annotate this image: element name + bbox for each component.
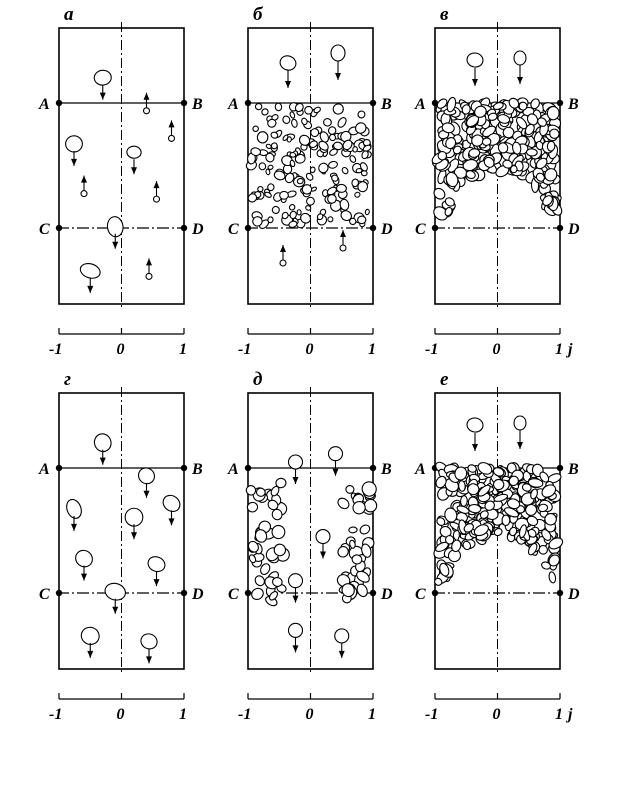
particle <box>336 116 347 129</box>
arrow-head <box>146 258 152 265</box>
particle <box>280 191 289 199</box>
arrow-head <box>293 477 299 484</box>
point-D <box>557 590 563 596</box>
point-label-C: C <box>39 221 50 238</box>
point-D <box>181 590 187 596</box>
point-C <box>245 225 251 231</box>
particle <box>494 479 504 489</box>
point-label-B: B <box>381 461 392 478</box>
arrow-head <box>333 469 339 476</box>
small-particle <box>81 191 87 197</box>
particle <box>317 161 330 174</box>
point-C <box>56 590 62 596</box>
point-label-C: C <box>415 586 426 603</box>
point-label-D: D <box>568 586 580 603</box>
arrow-head <box>293 645 299 652</box>
arrow-head <box>100 93 106 100</box>
particle <box>271 205 281 215</box>
particle <box>305 196 315 206</box>
tick-label: 0 <box>116 341 125 358</box>
particle <box>526 149 537 157</box>
particle <box>249 586 265 602</box>
particle <box>335 629 349 643</box>
particle <box>327 216 334 223</box>
point-label-C: C <box>39 586 50 603</box>
point-B <box>557 100 563 106</box>
particle <box>358 523 371 535</box>
particle <box>514 51 526 65</box>
point-D <box>181 225 187 231</box>
particle <box>126 146 141 159</box>
panel-b <box>227 4 393 358</box>
point-A <box>56 100 62 106</box>
particle <box>290 152 296 158</box>
point-B <box>557 465 563 471</box>
arrow-head <box>71 159 77 166</box>
panel-a <box>38 4 204 358</box>
panel-g <box>38 369 204 723</box>
particle <box>289 455 303 469</box>
arrow-head <box>144 93 150 100</box>
particle <box>258 162 266 170</box>
point-label-A: A <box>415 96 426 113</box>
axis-variable-label: j <box>568 706 573 723</box>
point-C <box>432 590 438 596</box>
particle <box>139 632 160 652</box>
particle <box>329 447 343 461</box>
panel-e <box>414 369 580 723</box>
particle <box>354 191 361 198</box>
arrow-head <box>285 81 291 88</box>
particle <box>547 141 556 152</box>
point-label-D: D <box>381 586 393 603</box>
arrow-head <box>131 167 137 174</box>
arrow-head <box>87 286 93 293</box>
arrow-head <box>100 458 106 465</box>
tick-label: 1 <box>368 341 376 358</box>
panel-label: д <box>253 369 263 390</box>
arrow-head <box>320 552 326 559</box>
point-label-D: D <box>568 221 580 238</box>
point-label-C: C <box>228 586 239 603</box>
arrow-head <box>112 242 118 249</box>
arrow-head <box>169 120 175 127</box>
arrow-head <box>517 442 523 449</box>
particle <box>336 184 346 192</box>
arrow-head <box>154 579 160 586</box>
particle <box>288 203 296 211</box>
arrow-head <box>81 176 87 183</box>
particle <box>328 160 338 169</box>
point-label-A: A <box>228 461 239 478</box>
particle <box>125 508 143 526</box>
small-particle <box>340 245 346 251</box>
particle <box>357 216 366 224</box>
tick-label: 0 <box>116 706 125 723</box>
tick-label: 0 <box>305 706 314 723</box>
point-label-A: A <box>39 461 50 478</box>
particle <box>332 102 345 115</box>
particle <box>316 530 330 544</box>
particle <box>289 111 295 119</box>
tick-label: 1 <box>179 706 187 723</box>
point-label-C: C <box>415 221 426 238</box>
panel-label: а <box>64 4 74 25</box>
particle <box>275 103 282 111</box>
arrow-head <box>169 518 175 525</box>
point-label-D: D <box>192 586 204 603</box>
panel-label: в <box>440 4 449 25</box>
point-C <box>245 590 251 596</box>
tick-label: -1 <box>238 706 252 723</box>
arrow-head <box>154 181 160 188</box>
arrow-head <box>293 596 299 603</box>
arrow-head <box>335 73 341 80</box>
tick-label: 1 <box>555 706 563 723</box>
particle <box>353 147 358 153</box>
point-B <box>181 465 187 471</box>
arrow-head <box>280 245 286 252</box>
particle <box>323 118 332 126</box>
point-B <box>370 465 376 471</box>
point-label-A: A <box>415 461 426 478</box>
tick-label: -1 <box>49 341 63 358</box>
particle <box>357 110 367 119</box>
particle <box>282 115 291 125</box>
particle <box>336 496 351 511</box>
point-D <box>370 590 376 596</box>
point-label-B: B <box>192 96 203 113</box>
particle <box>432 186 447 201</box>
axis-variable-label: j <box>568 341 573 358</box>
point-label-A: A <box>228 96 239 113</box>
tick-label: 0 <box>305 341 314 358</box>
small-particle <box>169 135 175 141</box>
arrow-head <box>472 444 478 451</box>
arrow-head <box>146 656 152 663</box>
point-label-D: D <box>381 221 393 238</box>
arrow-head <box>112 607 118 614</box>
particle <box>268 165 274 170</box>
small-particle <box>144 108 150 114</box>
particle <box>291 119 298 128</box>
arrow-head <box>340 230 346 237</box>
particle <box>466 52 484 69</box>
particle <box>313 106 321 114</box>
particle <box>255 103 262 110</box>
particle <box>257 131 268 143</box>
particle <box>349 155 357 164</box>
particle <box>514 416 526 430</box>
tick-label: 0 <box>492 706 501 723</box>
arrow-head <box>144 491 150 498</box>
particle <box>264 191 272 198</box>
particle <box>365 209 370 215</box>
particle <box>341 166 349 175</box>
point-A <box>56 465 62 471</box>
particle <box>510 165 518 173</box>
particle <box>253 574 266 587</box>
tick-label: 0 <box>492 341 501 358</box>
tick-label: -1 <box>49 706 63 723</box>
particle <box>252 125 260 133</box>
small-particle <box>146 273 152 279</box>
particle <box>547 106 559 120</box>
particle <box>331 45 345 61</box>
point-label-C: C <box>228 221 239 238</box>
arrow-head <box>81 574 87 581</box>
tick-label: -1 <box>425 706 439 723</box>
particle <box>502 515 510 526</box>
particle <box>364 499 377 512</box>
arrow-head <box>472 79 478 86</box>
particle <box>146 554 167 574</box>
particle <box>267 216 273 223</box>
panel-v <box>414 4 580 358</box>
point-A <box>245 100 251 106</box>
particle <box>548 571 556 583</box>
particle <box>297 210 301 215</box>
particle <box>65 136 82 153</box>
panel-label: б <box>253 4 263 25</box>
point-label-B: B <box>568 96 579 113</box>
tick-label: -1 <box>238 341 252 358</box>
arrow-head <box>517 77 523 84</box>
point-label-D: D <box>192 221 204 238</box>
tick-label: 1 <box>368 706 376 723</box>
particle <box>460 495 467 506</box>
point-A <box>245 465 251 471</box>
particle <box>519 102 527 110</box>
particle <box>278 54 298 73</box>
particle <box>289 623 303 637</box>
panel-label: е <box>440 369 449 390</box>
tick-label: 1 <box>179 341 187 358</box>
point-label-B: B <box>381 96 392 113</box>
particle <box>78 261 102 280</box>
arrow-head <box>71 524 77 531</box>
panel-label: г <box>64 369 72 390</box>
point-C <box>56 225 62 231</box>
arrow-head <box>131 532 137 539</box>
particle <box>305 172 314 181</box>
point-label-B: B <box>192 461 203 478</box>
arrow-head <box>87 651 93 658</box>
particle <box>261 107 270 116</box>
panel-d <box>227 369 393 723</box>
point-label-B: B <box>568 461 579 478</box>
particle <box>289 574 303 588</box>
small-particle <box>154 196 160 202</box>
point-B <box>370 100 376 106</box>
particle <box>94 70 112 86</box>
point-C <box>432 225 438 231</box>
arrow-head <box>339 651 345 658</box>
tick-label: 1 <box>555 341 563 358</box>
particle <box>466 417 484 434</box>
particle <box>349 527 358 533</box>
point-D <box>370 225 376 231</box>
small-particle <box>280 260 286 266</box>
point-label-A: A <box>39 96 50 113</box>
tick-label: -1 <box>425 341 439 358</box>
point-B <box>181 100 187 106</box>
point-D <box>557 225 563 231</box>
